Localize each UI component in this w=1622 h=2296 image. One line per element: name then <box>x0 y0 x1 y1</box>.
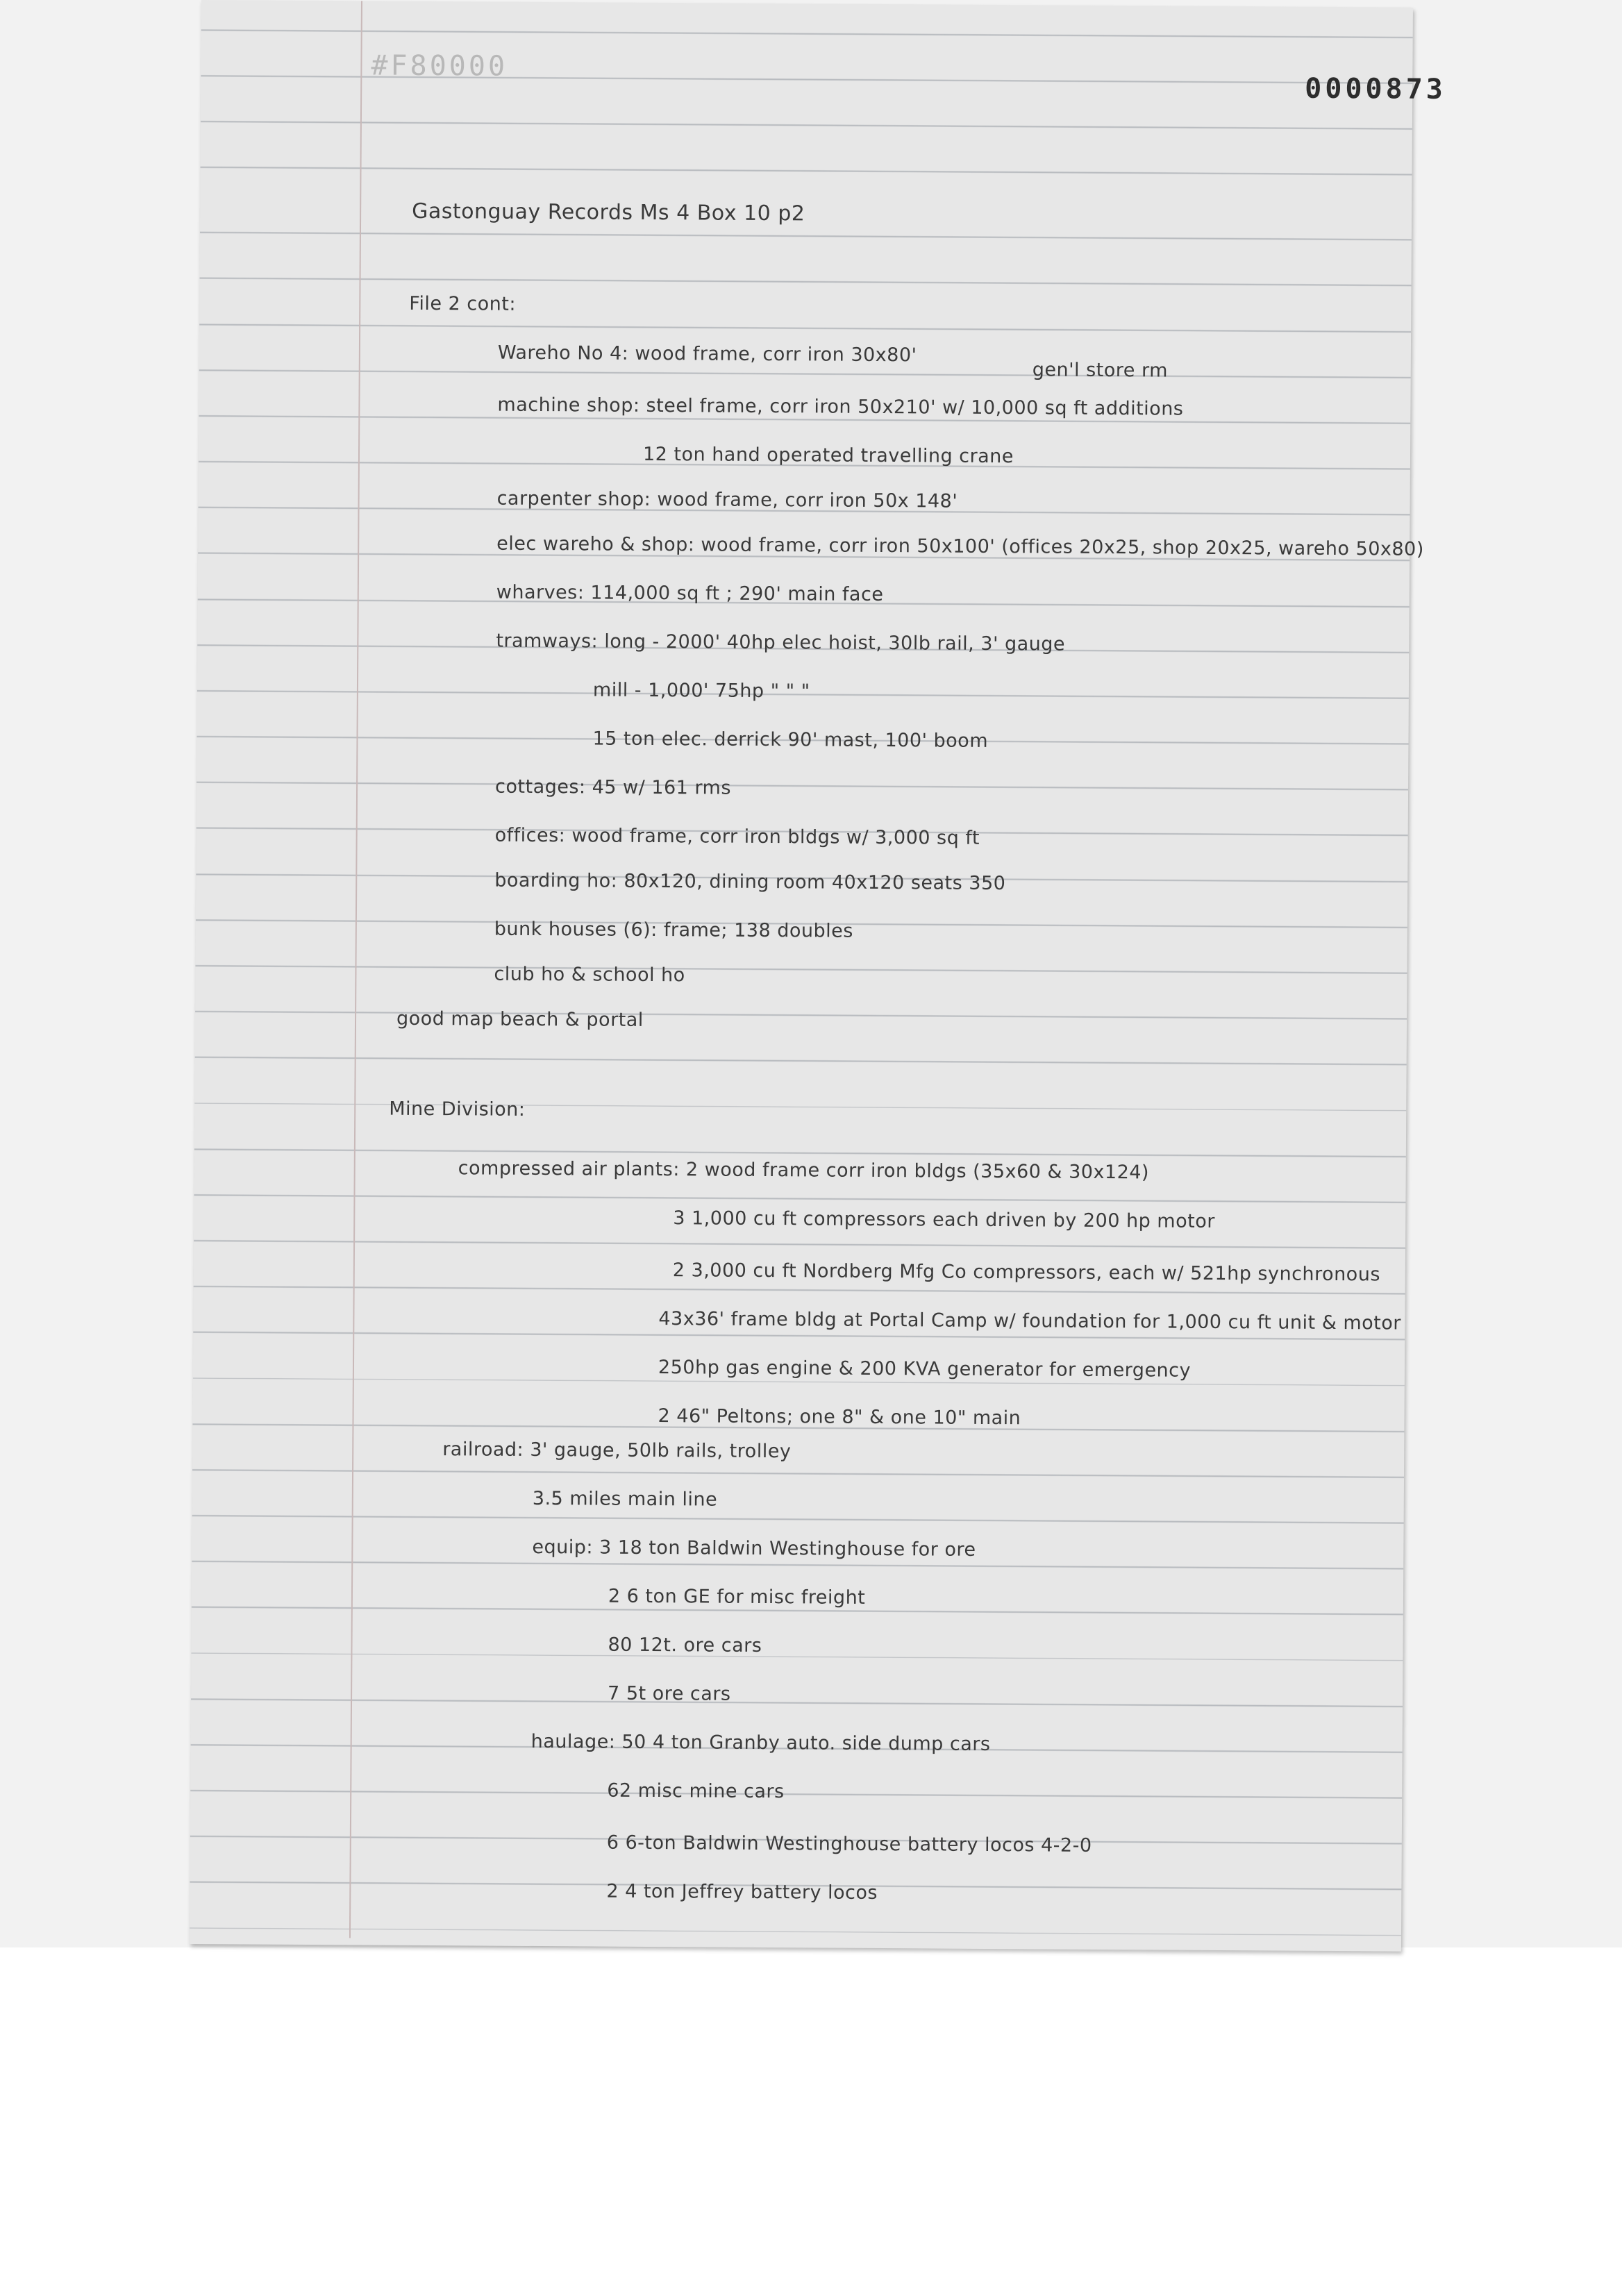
note-line: elec wareho & shop: wood frame, corr iron 50x100' (offices 20x25, shop 20x25, wareho 50x80) <box>496 533 1424 560</box>
record-header: Gastonguay Records Ms 4 Box 10 p2 <box>412 199 805 226</box>
note-line: 15 ton elec. derrick 90' mast, 100' boom <box>592 728 989 752</box>
note-line: equip: 3 18 ton Baldwin Westinghouse for ore <box>532 1536 976 1561</box>
note-line: gen'l store rm <box>1032 359 1169 382</box>
note-line: File 2 cont: <box>409 292 517 315</box>
note-line: 2 3,000 cu ft Nordberg Mfg Co compressors, each w/ 521hp synchronous <box>672 1259 1381 1286</box>
note-line: boarding ho: 80x120, dining room 40x120 seats 350 <box>494 869 1006 895</box>
note-line: 12 ton hand operated travelling crane <box>642 443 1014 468</box>
note-line: wharves: 114,000 sq ft ; 290' main face <box>496 581 884 606</box>
faint-stamp-number: #F80000 <box>371 49 508 83</box>
note-line: mill - 1,000' 75hp " " " <box>592 679 810 703</box>
note-line: machine shop: steel frame, corr iron 50x210' w/ 10,000 sq ft additions <box>497 394 1184 420</box>
note-line: compressed air plants: 2 wood frame corr iron bldgs (35x60 & 30x124) <box>458 1157 1150 1184</box>
document-number-stamp: 0000873 <box>1305 72 1446 106</box>
note-line: carpenter shop: wood frame, corr iron 50x 148' <box>496 487 958 512</box>
section-heading: Mine Division: <box>389 1098 526 1121</box>
note-line: 3.5 miles main line <box>532 1487 718 1511</box>
note-line: 6 6-ton Baldwin Westinghouse battery locos 4-2-0 <box>606 1832 1092 1857</box>
note-line: good map beach & portal <box>396 1007 644 1031</box>
note-line: bunk houses (6): frame; 138 doubles <box>494 918 853 942</box>
note-line: club ho & school ho <box>494 963 685 987</box>
note-line: 43x36' frame bldg at Portal Camp w/ foundation for 1,000 cu ft unit & motor <box>658 1308 1401 1334</box>
note-line: 2 4 ton Jeffrey battery locos <box>606 1880 878 1904</box>
note-line: 2 6 ton GE for misc freight <box>608 1585 866 1609</box>
note-line: offices: wood frame, corr iron bldgs w/ 3,000 sq ft <box>494 824 980 849</box>
notebook-paper <box>190 0 1446 1952</box>
note-line: 62 misc mine cars <box>607 1779 785 1803</box>
note-line: 2 46" Peltons; one 8" & one 10" main <box>658 1405 1021 1430</box>
note-line: haulage: 50 4 ton Granby auto. side dump cars <box>530 1730 991 1755</box>
note-line: cottages: 45 w/ 161 rms <box>494 776 732 799</box>
margin-line <box>349 1 362 1938</box>
note-line: 7 5t ore cars <box>608 1682 731 1705</box>
note-line: 80 12t. ore cars <box>608 1634 762 1657</box>
note-line: tramways: long - 2000' 40hp elec hoist, 30lb rail, 3' gauge <box>496 630 1066 655</box>
note-line: 3 1,000 cu ft compressors each driven by 200 hp motor <box>673 1207 1215 1232</box>
note-line: 250hp gas engine & 200 KVA generator for emergency <box>658 1357 1192 1382</box>
note-line: railroad: 3' gauge, 50lb rails, trolley <box>442 1439 792 1463</box>
note-line: Wareho No 4: wood frame, corr iron 30x80' <box>497 342 917 367</box>
